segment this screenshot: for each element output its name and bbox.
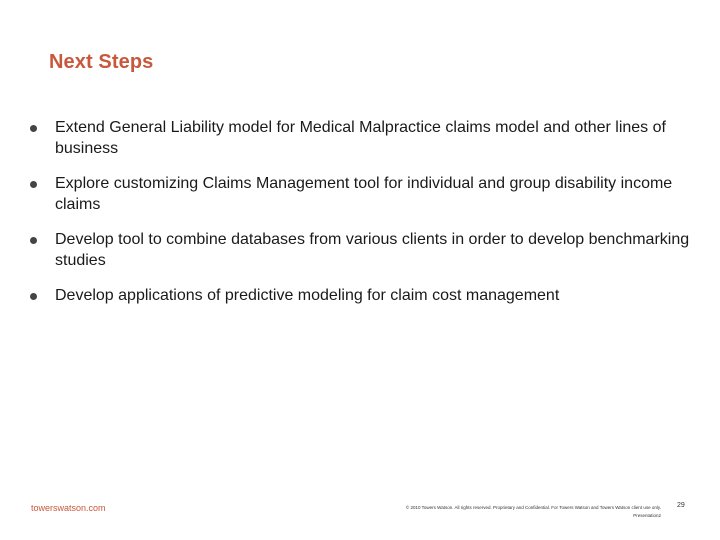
- bullet-text-1: Extend General Liability model for Medical Malpractice claims model and other lines of business: [55, 119, 666, 157]
- bullet-text-3: Develop tool to combine databases from various clients in order to develop benchmarking studies: [55, 231, 690, 269]
- bullet-dot-icon: [30, 181, 37, 188]
- bullet-dot-icon: [30, 237, 37, 244]
- page-number: 29: [677, 502, 685, 509]
- bullet-dot-icon: [30, 293, 37, 300]
- bullet-dot-icon: [30, 125, 37, 132]
- footer-brand-link[interactable]: towerswatson.com: [31, 503, 106, 513]
- bullet-item-4: [30, 285, 700, 306]
- footer-legal-line-1: © 2010 Towers Watson. All rights reserved. Proprietary and Confidential. For Towers Watson and Towers Watson client use only.: [405, 505, 661, 510]
- bullet-text-4: Develop applications of predictive modeling for claim cost management: [55, 287, 560, 304]
- bullet-text-2: Explore customizing Claims Management tool for individual and group disability income claims: [55, 175, 673, 213]
- footer-legal-notice: [318, 504, 661, 520]
- bullet-item-1: [30, 117, 700, 159]
- bullet-item-2: [30, 173, 700, 215]
- bullet-item-3: [30, 229, 700, 271]
- slide-title: Next Steps: [49, 51, 154, 73]
- footer-legal-line-2: Presentation2: [633, 513, 661, 518]
- bullet-list: [30, 117, 700, 320]
